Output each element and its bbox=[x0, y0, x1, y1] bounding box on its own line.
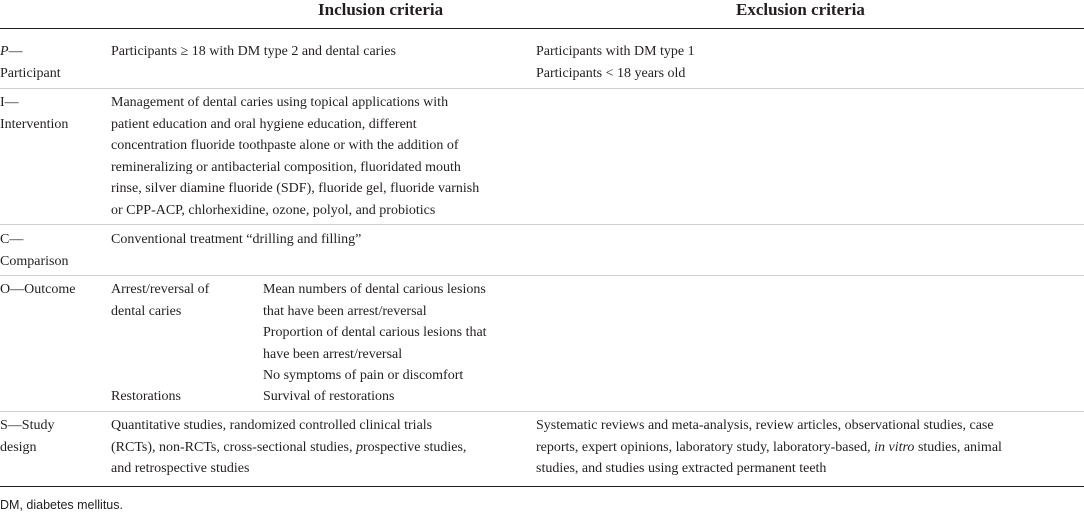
study-design-inclusion: Quantitative studies, randomized controlled clinical trials (RCTs), non-RCTs, cross-sectional studies, prospective studies, and retrospective studies bbox=[111, 418, 467, 476]
row-divider bbox=[0, 224, 1084, 225]
row-divider bbox=[0, 88, 1084, 89]
comparison-inclusion: Conventional treatment “drilling and filling” bbox=[111, 232, 362, 247]
inclusion-header: Inclusion criteria bbox=[318, 0, 444, 19]
participant-exclusion: Participants with DM type 1 Participants < 18 years old bbox=[536, 44, 695, 81]
outcome-restorations-measure: Survival of restorations bbox=[263, 389, 395, 404]
outcome-arrest-label: Arrest/reversal of dental caries bbox=[111, 282, 210, 319]
intervention-inclusion: Management of dental caries using topical applications with patient education and oral hygiene education, different concentration fluoride toothpaste alone or with the addition of remineralizing or antibacterial composition, fluoridated mouth rinse, silver diamine fluoride (SDF), fluoride gel, fluoride varnish or CPP-ACP, chlorhexidine, ozone, polyol, and probiotics bbox=[111, 95, 480, 218]
study-design-exclusion: Systematic reviews and meta-analysis, review articles, observational studies, case reports, expert opinions, laboratory study, laboratory-based, in vitro studies, animal studies, and studies using extracted permanent teeth bbox=[536, 418, 1002, 476]
intervention-label: I— Intervention bbox=[0, 95, 69, 132]
table-footnote: DM, diabetes mellitus. bbox=[0, 498, 123, 512]
outcome-arrest-measures: Mean numbers of dental carious lesions that have been arrest/reversal Proportion of dental carious lesions that have been arrest/reversal No symptoms of pain or discomfort bbox=[263, 282, 487, 383]
table-bottom-rule bbox=[0, 486, 1084, 487]
row-divider bbox=[0, 275, 1084, 276]
exclusion-header: Exclusion criteria bbox=[736, 0, 865, 19]
participant-label: P— Participant bbox=[0, 44, 61, 81]
comparison-label: C— Comparison bbox=[0, 232, 69, 269]
study-design-label: S—Study design bbox=[0, 418, 55, 455]
participant-inclusion: Participants ≥ 18 with DM type 2 and dental caries bbox=[111, 44, 396, 59]
outcome-label: O—Outcome bbox=[0, 282, 76, 297]
outcome-restorations-label: Restorations bbox=[111, 389, 181, 404]
row-divider bbox=[0, 411, 1084, 412]
table-top-rule bbox=[0, 28, 1084, 29]
